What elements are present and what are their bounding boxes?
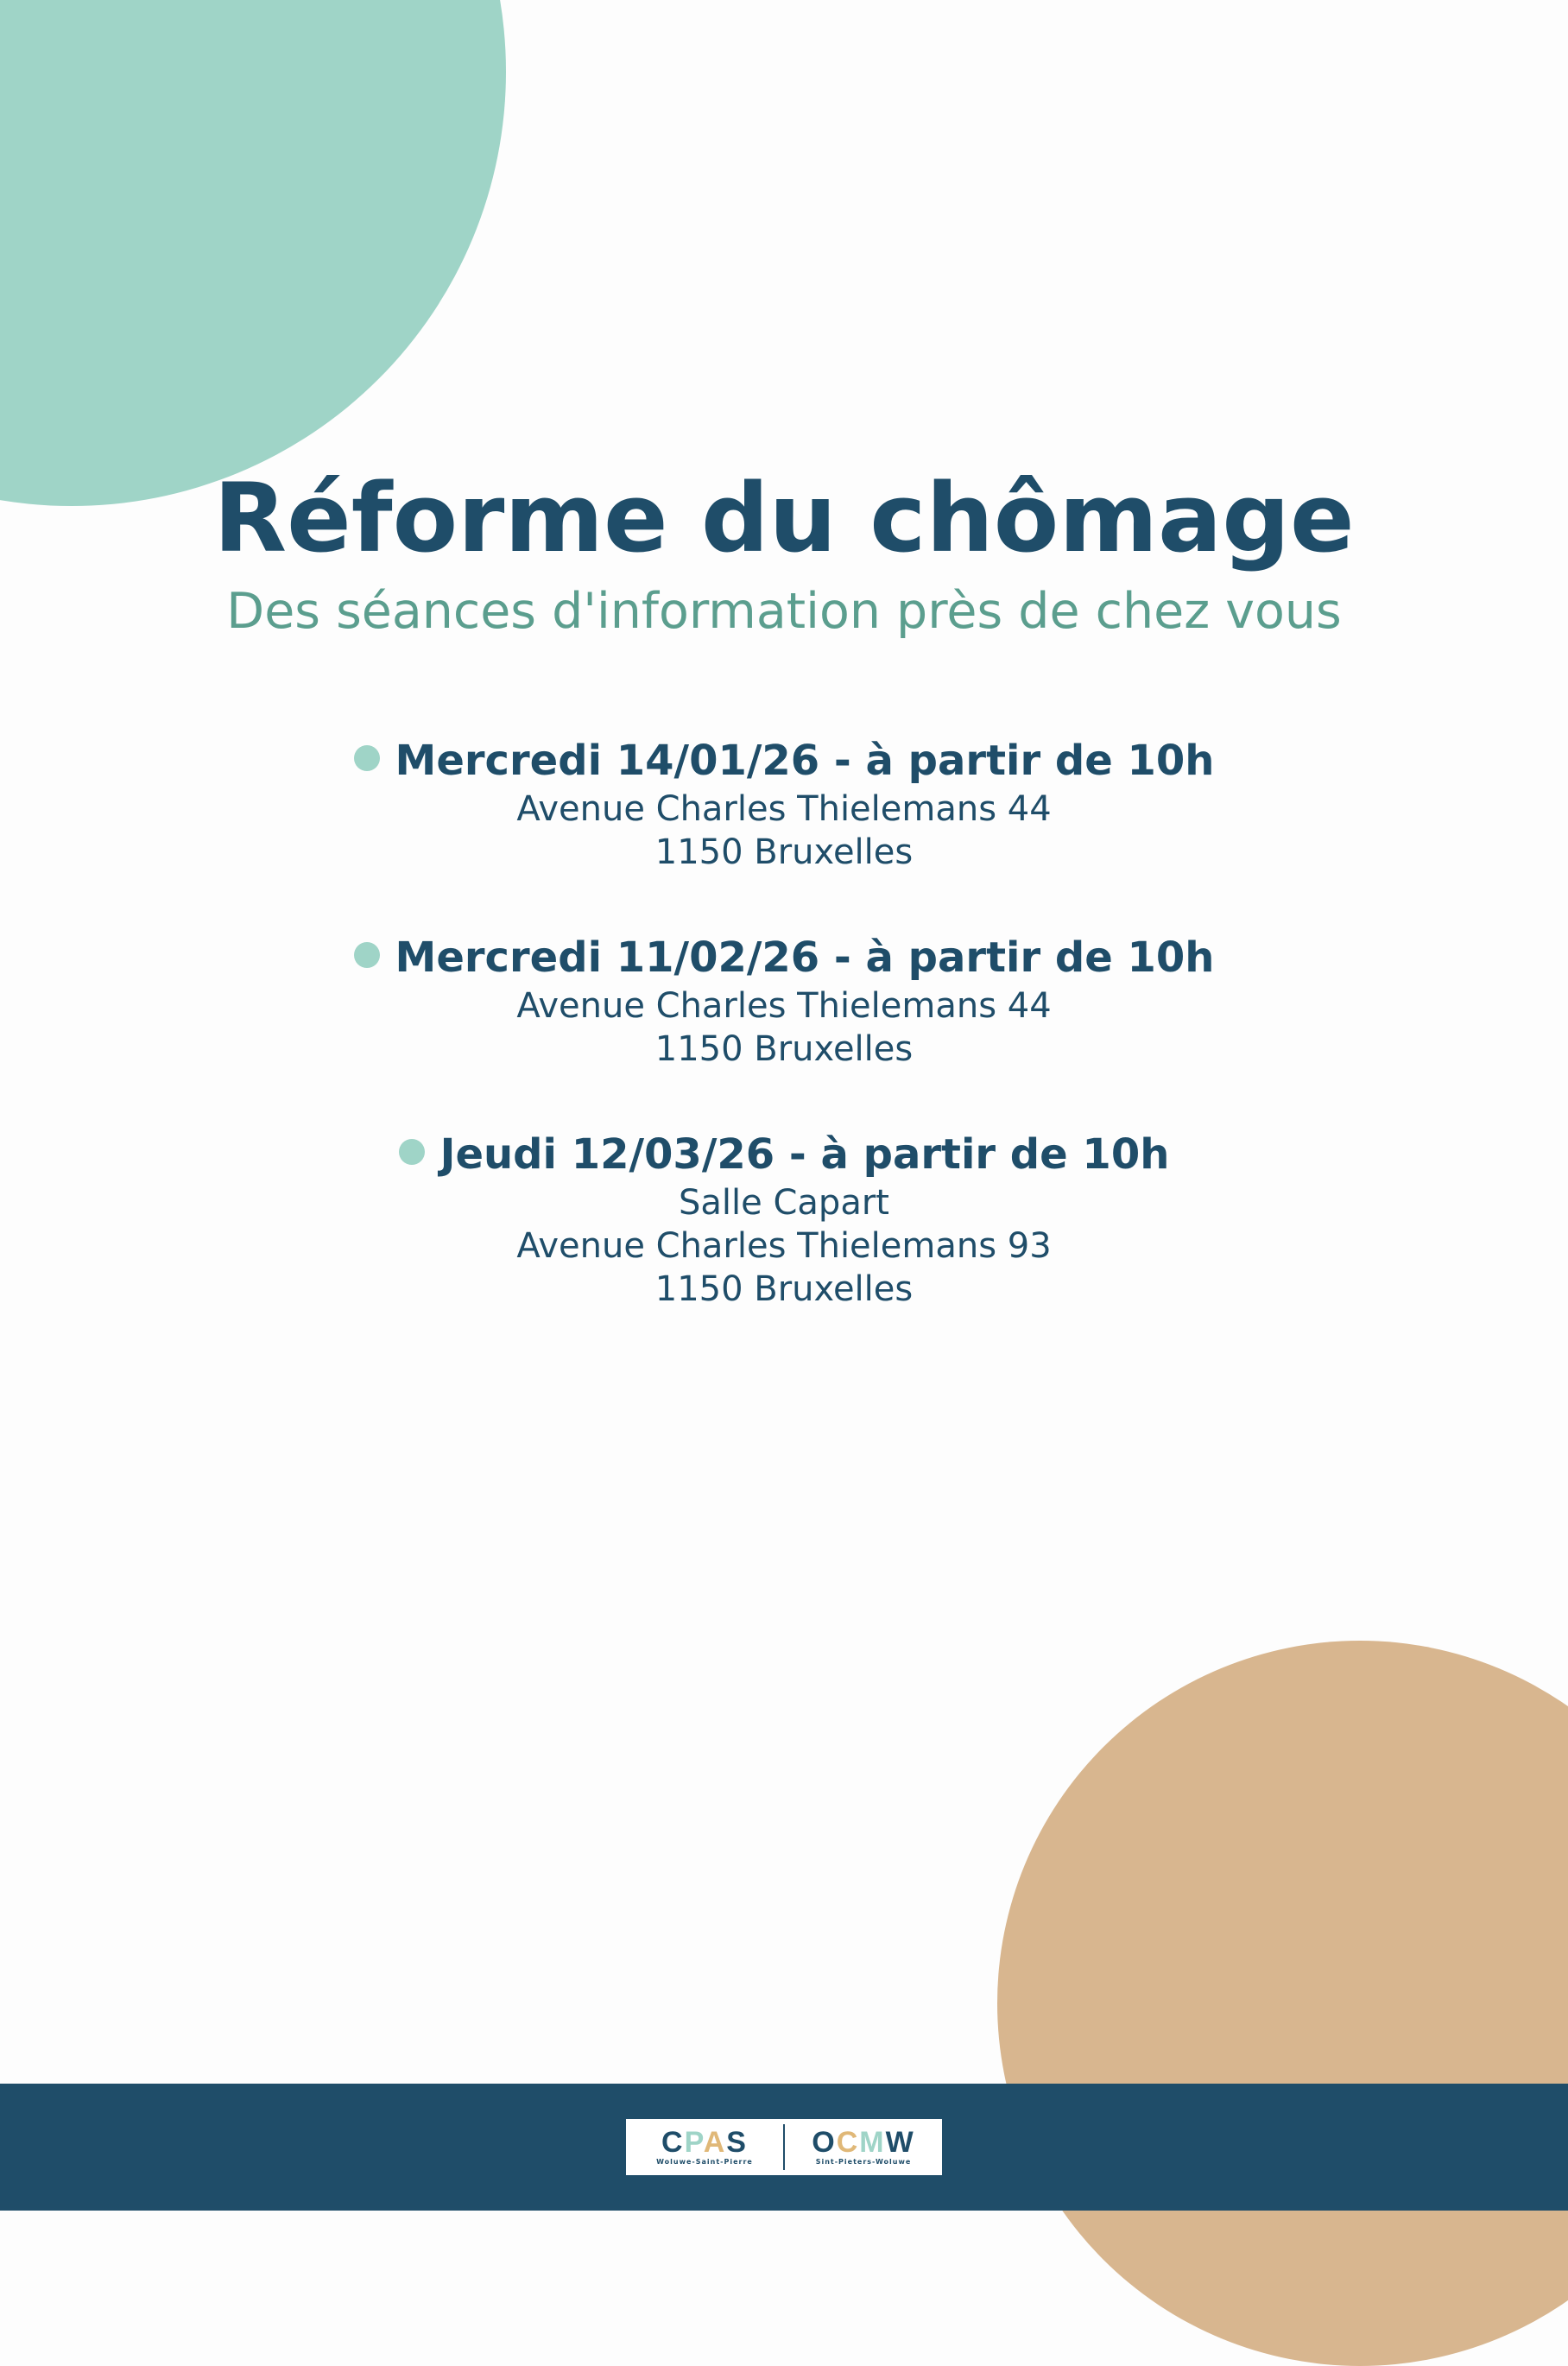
logo-letter: C	[836, 2125, 860, 2159]
session-item	[0, 931, 1568, 1071]
decorative-circle-teal	[0, 0, 506, 506]
logo-letter: A	[703, 2125, 727, 2159]
page-subtitle: Des séances d'information près de chez vous	[226, 583, 1342, 640]
logo-ocmw-subtitle: Sint-Pieters-Woluwe	[815, 2157, 912, 2166]
session-address-line: 1150 Bruxelles	[654, 1269, 914, 1309]
session-address-line: Avenue Charles Thielemans 44	[516, 789, 1052, 829]
logo-cpas-subtitle: Woluwe-Saint-Pierre	[656, 2157, 753, 2166]
logo-letter: S	[726, 2125, 748, 2159]
bullet-dot-icon	[354, 942, 380, 968]
decorative-circle-sand	[997, 1641, 1568, 2366]
logo-ocmw	[785, 2119, 942, 2175]
logo-cpas	[626, 2119, 783, 2175]
session-heading	[0, 734, 1568, 788]
logo-letter: M	[859, 2125, 886, 2159]
session-address-line: Salle Capart	[679, 1183, 889, 1223]
session-date: Mercredi 14/01/26 - à partir de 10h	[395, 737, 1215, 785]
bullet-dot-icon	[354, 745, 380, 771]
logo-letter: O	[812, 2125, 837, 2159]
session-item	[0, 1128, 1568, 1311]
session-date: Jeudi 12/03/26 - à partir de 10h	[439, 1130, 1170, 1179]
session-date: Mercredi 11/02/26 - à partir de 10h	[395, 933, 1215, 982]
page-title: Réforme du chômage	[213, 463, 1355, 573]
session-address-line: Avenue Charles Thielemans 44	[516, 986, 1052, 1026]
session-heading	[0, 931, 1568, 984]
logo-letter: P	[684, 2125, 704, 2159]
session-address-line: 1150 Bruxelles	[654, 832, 914, 872]
logo-letter: W	[885, 2125, 915, 2159]
session-item	[0, 734, 1568, 874]
cpas-ocmw-logo	[626, 2119, 942, 2175]
bullet-dot-icon	[399, 1139, 425, 1165]
session-address-line: 1150 Bruxelles	[654, 1029, 914, 1069]
logo-letter: C	[661, 2125, 685, 2159]
session-heading	[0, 1128, 1568, 1181]
session-address-line: Avenue Charles Thielemans 93	[516, 1226, 1052, 1266]
